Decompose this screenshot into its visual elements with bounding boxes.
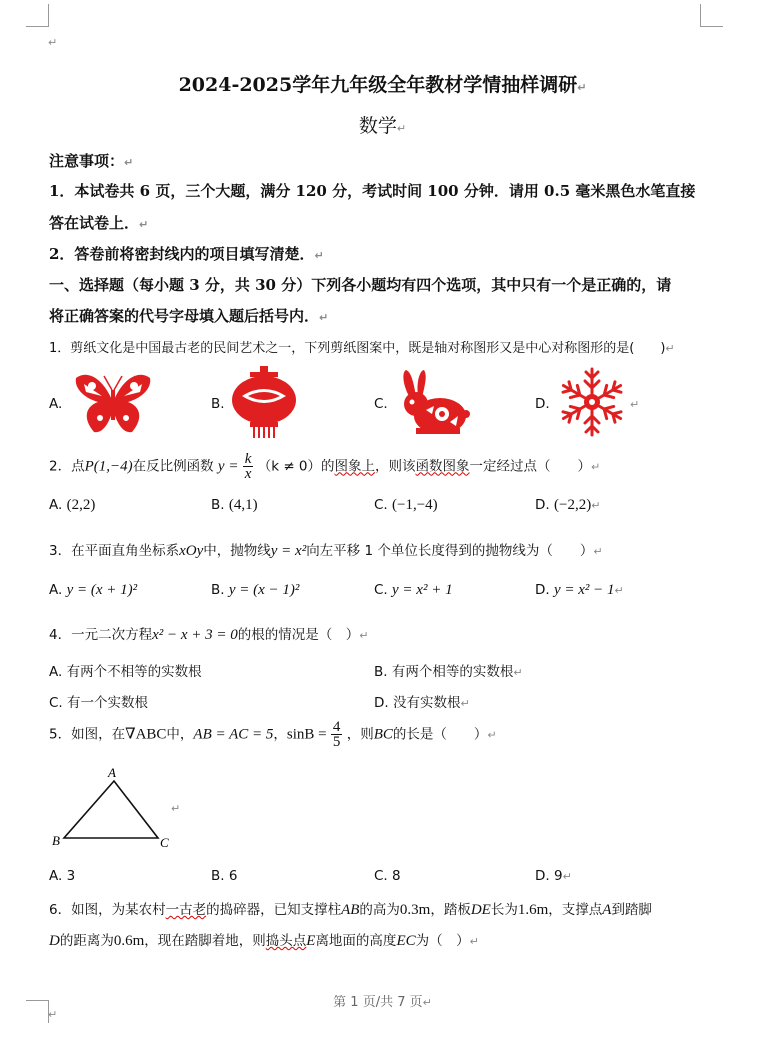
q4-option-b: B. 有两个相等的实数根↵ (374, 664, 523, 680)
section-1-heading-cont: 将正确答案的代号字母填入题后括号内．↵ (49, 307, 329, 325)
q4-option-c: C. 有一个实数根 (49, 695, 149, 711)
notice-heading: 注意事项：↵ (49, 152, 134, 170)
question-6-line-2: D的距离为0.6m，现在踏脚着地，则捣头点E离地面的高度EC为（ ）↵ (49, 933, 479, 949)
vertex-c-label: C (160, 835, 169, 850)
q2-option-a: A. (2,2) (49, 497, 96, 513)
lantern-papercut-icon (228, 366, 300, 438)
paragraph-mark: ↵ (171, 802, 181, 815)
vertex-b-label: B (52, 833, 60, 848)
q1-option-d-label: D. (535, 396, 550, 412)
paragraph-mark: ↵ (48, 36, 58, 49)
q5-option-c: C. 8 (374, 868, 401, 884)
q2-option-c: C. (−1,−4) (374, 497, 438, 513)
butterfly-papercut-icon (72, 372, 154, 438)
vertex-a-label: A (108, 765, 116, 780)
q1-option-c-label: C. (374, 396, 388, 412)
question-1-stem: 1．剪纸文化是中国最古老的民间艺术之一，下列剪纸图案中，既是轴对称图形又是中心对称图形的是( )↵ (49, 341, 675, 356)
triangle-abc-figure (48, 764, 181, 854)
q5-option-b: B. 6 (211, 868, 238, 884)
q1-option-a-label: A. (49, 396, 63, 412)
subject-title: 数学↵ (358, 115, 407, 137)
snowflake-papercut-icon (556, 366, 628, 438)
rabbit-papercut-icon (396, 368, 470, 438)
paragraph-mark: ↵ (48, 1008, 58, 1021)
q3-option-a: A. y = (x + 1)² (49, 582, 138, 598)
crop-mark-top-left (26, 4, 49, 27)
question-3-stem: 3．在平面直角坐标系xOy中，抛物线y = x²向左平移 1 个单位长度得到的抛物线为（ ）↵ (49, 543, 603, 559)
q3-option-b: B. y = (x − 1)² (211, 582, 300, 598)
q1-option-b-label: B. (211, 396, 225, 412)
paragraph-mark: ↵ (630, 398, 640, 411)
q4-option-a: A. 有两个不相等的实数根 (49, 664, 202, 680)
q2-option-d: D. (−2,2)↵ (535, 497, 601, 513)
crop-mark-top-right (700, 4, 723, 27)
notice-item-1: 1．本试卷共 6 页，三个大题，满分 120 分，考试时间 100 分钟．请用 0.5 毫米黑色水笔直接 (49, 182, 696, 200)
q5-option-a: A. 3 (49, 868, 76, 884)
q5-option-d: D. 9↵ (535, 868, 572, 884)
q3-option-d: D. y = x² − 1↵ (535, 582, 624, 598)
question-2-stem: 2．点P(1,−4)在反比例函数 y = $\frac{k}{x}$ （k ≠ 0）的图象上，则该函数图象一定经过点（ ）↵ (49, 451, 601, 482)
q4-option-d: D. 没有实数根↵ (374, 695, 470, 711)
section-1-heading: 一、选择题（每小题 3 分，共 30 分）下列各小题均有四个选项，其中只有一个是正确的，请 (49, 276, 672, 294)
question-4-stem: 4．一元二次方程x² − x + 3 = 0的根的情况是（ ）↵ (49, 627, 369, 643)
page-title: 2024-2025学年九年级全年教材学情抽样调研↵ (178, 74, 587, 96)
question-6-line-1: 6．如图，为某农村一古老的捣碎器，已知支撑柱AB的高为0.3m，踏板DE长为1.6m，支撑点A到踏脚 (49, 902, 652, 918)
notice-item-1-cont: 答在试卷上．↵ (49, 214, 149, 232)
page-footer: 第 1 页/共 7 页↵ (333, 995, 432, 1010)
question-5-stem: 5．如图，在∇ABC中，AB = AC = 5，sinB = $\frac{4}{5}$ ，则BC的长是（ ）↵ (49, 719, 497, 750)
q3-option-c: C. y = x² + 1 (374, 582, 453, 598)
notice-item-2: 2．答卷前将密封线内的项目填写清楚．↵ (49, 245, 324, 263)
q2-option-b: B. (4,1) (211, 497, 258, 513)
